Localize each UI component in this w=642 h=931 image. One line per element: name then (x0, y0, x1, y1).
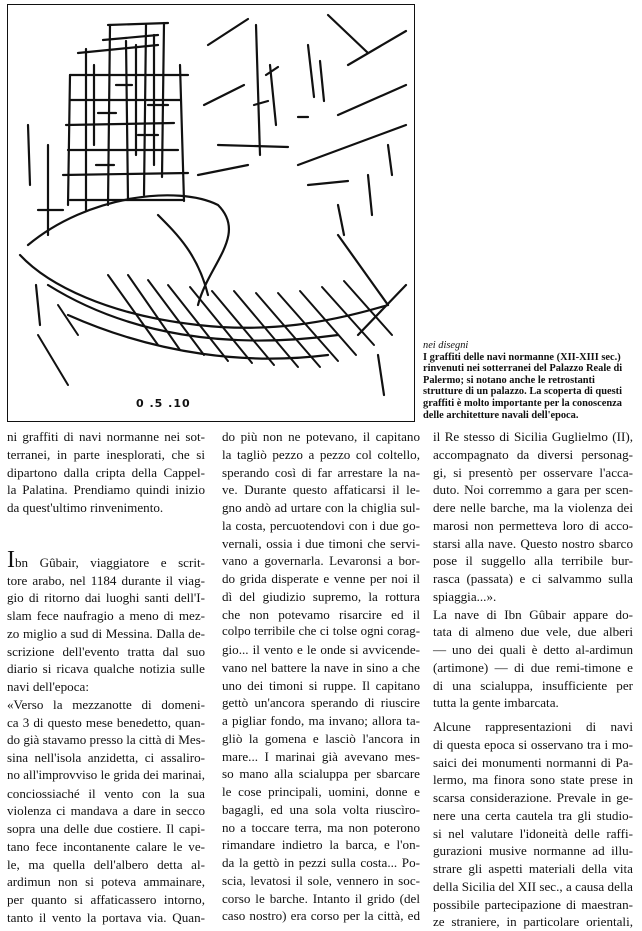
text-line: saici dei monumenti normanni di Pa- (433, 754, 633, 770)
text-line: tore arabo, nel 1184 durante il viag- (7, 572, 205, 588)
text-line: rimandare indietro la barca, e l'on- (222, 837, 420, 853)
paragraph (433, 718, 633, 931)
text-line: scrizione dell'evento tratta dal suo (7, 643, 205, 659)
oar-lines (38, 275, 392, 385)
text-column-3 (433, 428, 633, 931)
text-line: da la gettò in pezzi sulla costa... Po- (222, 855, 420, 870)
paragraph (7, 546, 206, 927)
text-line: ardimun non si poteva ammainare, (7, 874, 205, 890)
text-line: mare... I marinai già avevano mes- (222, 748, 420, 764)
text-line: violenza ci mandava a dare in secco (7, 803, 205, 819)
text-line: colpo terribile che ci tolse ogni corag- (222, 624, 420, 639)
text-line: la tagliò pezzo a pezzo col coltello, (222, 446, 420, 462)
text-line: La nave di Ibn Gûbair appare do- (433, 606, 633, 622)
text-line: vernali, ossia i due timoni che servi- (222, 535, 420, 551)
text-line: gio... il vento e le onde si avvicende- (222, 642, 420, 657)
text-line: no all'improvviso le grida dei marinai, (7, 767, 205, 782)
text-line: ve. Durante questo affaticarsi il le- (222, 482, 420, 498)
text-line: do grida disperate e venne per noi il (222, 571, 420, 586)
paragraph (433, 428, 633, 606)
text-line: gno andò ad urtare con la chiglia sul- (222, 500, 420, 515)
text-line: gliò la gomena e lasciò l'ancora in (222, 730, 420, 746)
paragraph (7, 428, 205, 517)
text-line: bagagli, ed una sola volta riuscìro- (222, 801, 420, 817)
text-line: diario si ricava qualche notizia sulle (7, 661, 205, 677)
text-line: uno dei timoni si ruppe. Il capitano (222, 677, 420, 693)
text-line: per quanto si affaticassero intorno, (7, 892, 205, 907)
text-line: Alcune rappresentazioni di navi (433, 719, 633, 734)
text-line: do già stavamo presso la città di Mes- (7, 732, 206, 748)
figure-caption (423, 340, 635, 421)
text-line: che non potevamo risarcire ed il (222, 606, 420, 622)
text-line-dropcap (7, 546, 205, 573)
text-fragment: bn Gûbair, viaggiatore e scrit- (15, 554, 205, 570)
text-line: della Sicilia del XII sec., a causa della (433, 878, 633, 894)
text-line: scia, levatosi il sole, vennero in soc- (222, 872, 420, 888)
scale-label: 0 .5 .10 (136, 397, 191, 410)
text-line: no a toccare terra, ma non poterono (222, 819, 420, 835)
text-line: corso le barche. Intanto il grido (del (222, 890, 420, 906)
text-line: duto. Noi corremmo a gara per scen- (433, 482, 633, 498)
text-line: ni graffiti di navi normanne nei sot- (7, 429, 205, 444)
text-line: da quest'ultimo rinvenimento. (7, 500, 164, 515)
text-line: tutta la gente imbarcata. (433, 695, 559, 711)
text-line: di una scialuppa, insufficiente per (433, 677, 633, 693)
text-line: pose il suggello alla terribile bur- (433, 553, 633, 569)
text-line: dì del giudizio supremo, la rottura (222, 588, 420, 604)
drop-cap: I (7, 546, 15, 573)
text-line: gurazioni musive normanne ad illu- (433, 843, 633, 859)
text-line: accompagnato da diversi personag- (433, 446, 633, 462)
diagonal-strokes (198, 15, 406, 185)
text-line: vano nel battere la nave in sino a che (222, 659, 420, 675)
text-line: nere una certa cautela tra gli studio- (433, 807, 633, 823)
text-line: caso nostro) era corso per la città, ed (222, 908, 420, 924)
text-line: scarsa considerazione. Prevale in ge- (433, 790, 633, 805)
text-line: marosi non permetteva loro di acco- (433, 517, 633, 533)
text-line: tano fece incontanente calare le ve- (7, 838, 205, 854)
text-line: sopra una delle due costiere. Il capi- (7, 821, 205, 836)
text-line: so mano alla scialuppa per sbarcare (222, 766, 420, 782)
text-line: a pigliar fondo, ma invano; allora ta- (222, 713, 420, 728)
text-line: tanto il vento la portava via. Quan- (7, 909, 205, 925)
text-line: do più non ne potevano, il capitano (222, 429, 420, 444)
text-line: si nel valutare l'idoneità delle raffi- (433, 825, 633, 841)
text-line: gettò un'ancora sperando di riuscire (222, 695, 420, 711)
text-column-2 (222, 428, 420, 925)
paragraph (222, 428, 420, 925)
text-line: terranei, in parte inesplorati, che si (7, 446, 205, 462)
text-line: slam fece naufragio a meno di mez- (7, 608, 205, 623)
text-line: spiaggia...». (433, 588, 497, 604)
text-column-1 (7, 428, 205, 927)
text-line: strare gli aspetti materiali della vita (433, 861, 633, 876)
text-line: le, ma quella dell'albero detta al- (7, 856, 205, 872)
text-line: sina nell'isola anzidetta, ci assaliro- (7, 750, 205, 765)
graffiti-drawing (7, 4, 415, 422)
text-line: ze straniere, in particolare orientali, (433, 914, 633, 930)
text-line: lermo, ma finora sono state prese in (433, 772, 633, 788)
text-line: — uno dei quali è detto al-ardimun (433, 642, 633, 657)
text-line: rasca (passata) e ci salvammo sulla (433, 571, 633, 586)
text-line: il Re stesso di Sicilia Guglielmo (II), (433, 429, 633, 444)
text-line: ca 3 di questo mese benedetto, quan- (7, 714, 205, 730)
text-line: (artimone) — di due remi-timone e (433, 659, 633, 675)
text-line: vano a governarla. Levaronsi a bor- (222, 553, 420, 569)
text-line: starsi alla nave. Questo nostro sbarco (433, 535, 633, 551)
text-line: navi dell'epoca: (7, 679, 89, 694)
caption-text: I graffiti delle navi normanne (XII-XIII sec.) rinvenuti nei sotterranei del Palazzo Reale di Palermo; si notano anche le retrostanti strutture di un palazzo. La scoperta di questi graffiti è molto importante per la conoscenza delle architetture navali dell'epoca. (423, 351, 623, 421)
paragraph (433, 606, 633, 713)
text-line: gio di ritorno dai luoghi santi dell'I- (7, 590, 205, 606)
text-line: dipartono dalla cripta della Cappel- (7, 464, 205, 480)
text-line: la Palatina. Prendiamo quindi inizio (7, 482, 205, 498)
text-line: zo miglio a sud di Messina. Dalla de- (7, 625, 205, 641)
text-line: le cose principali, uomini, donne e (222, 784, 420, 799)
ship-graffiti-sketch (8, 5, 413, 420)
text-line: gi, si presentò per osservare l'acca- (433, 464, 633, 480)
caption-kicker: nei disegni (423, 340, 469, 351)
text-line: di questa epoca si osservano tra i mo- (433, 736, 633, 752)
text-line: dere nelle barche, ma la violenza dei (433, 500, 633, 515)
text-line: conciossiaché il vento con la sua (7, 785, 205, 801)
text-line: la costa, percuotendovi con i due go- (222, 517, 420, 533)
text-line: possibile partecipazione di maestran- (433, 896, 633, 912)
text-line: sperando così di far arrestare la na- (222, 464, 420, 480)
text-line: «Verso la mezzanotte di domeni- (7, 696, 205, 712)
text-line: tata di almeno due vele, due alberi (433, 624, 633, 640)
